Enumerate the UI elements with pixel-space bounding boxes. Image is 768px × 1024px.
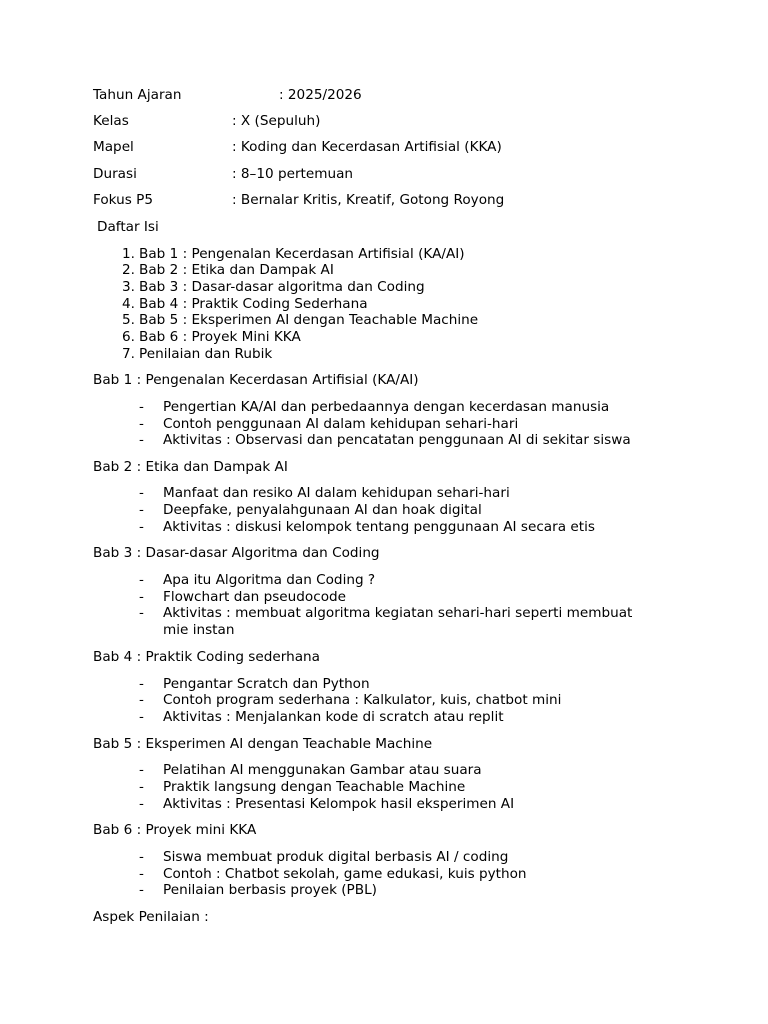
meta-value-kelas: : X (Sepuluh) [232,113,321,129]
toc-item-number: 3. [122,279,135,295]
toc-item-number: 1. [122,246,135,262]
dash-marker: - [139,605,144,621]
chapter-point-continuation: mie instan [163,622,235,638]
dash-marker: - [139,485,144,501]
chapter-point: Pengertian KA/AI dan perbedaannya dengan kecerdasan manusia [163,399,610,415]
toc-item-text: Penilaian dan Rubik [139,346,273,362]
chapter-point: Contoh penggunaan AI dalam kehidupan sehari-hari [163,416,519,432]
dash-marker: - [139,572,144,588]
meta-value-durasi: : 8–10 pertemuan [232,166,354,182]
chapter-point: Contoh : Chatbot sekolah, game edukasi, kuis python [163,866,527,882]
chapter-point: Aktivitas : diskusi kelompok tentang penggunaan AI secara etis [163,519,595,535]
chapter-heading: Bab 2 : Etika dan Dampak AI [93,459,288,475]
toc-item-number: 5. [122,312,135,328]
toc-item-number: 6. [122,329,135,345]
toc-item-text: Bab 1 : Pengenalan Kecerdasan Artifisial (KA/AI) [139,246,465,262]
dash-marker: - [139,762,144,778]
meta-label-fokus-p5: Fokus P5 [93,192,153,208]
chapter-point: Deepfake, penyalahgunaan AI dan hoak digital [163,502,482,518]
toc-item-number: 7. [122,346,135,362]
dash-marker: - [139,866,144,882]
chapter-point: Contoh program sederhana : Kalkulator, kuis, chatbot mini [163,692,562,708]
chapter-heading: Bab 6 : Proyek mini KKA [93,822,257,838]
dash-marker: - [139,849,144,865]
chapter-heading: Bab 4 : Praktik Coding sederhana [93,649,320,665]
dash-marker: - [139,779,144,795]
dash-marker: - [139,692,144,708]
dash-marker: - [139,676,144,692]
chapter-point: Aktivitas : Presentasi Kelompok hasil eksperimen AI [163,796,515,812]
toc-title: Daftar Isi [97,219,159,235]
dash-marker: - [139,709,144,725]
toc-item-text: Bab 5 : Eksperimen AI dengan Teachable Machine [139,312,479,328]
meta-label-mapel: Mapel [93,139,134,155]
chapter-point: Aktivitas : Menjalankan kode di scratch atau replit [163,709,504,725]
dash-marker: - [139,416,144,432]
chapter-heading: Bab 1 : Pengenalan Kecerdasan Artifisial (KA/AI) [93,372,419,388]
assessment-heading: Aspek Penilaian : [93,909,209,925]
meta-label-tahun-ajaran: Tahun Ajaran [93,87,182,103]
chapter-point: Praktik langsung dengan Teachable Machine [163,779,466,795]
meta-value-tahun-ajaran: : 2025/2026 [279,87,362,103]
dash-marker: - [139,882,144,898]
toc-item-text: Bab 3 : Dasar-dasar algoritma dan Coding [139,279,425,295]
chapter-point: Manfaat dan resiko AI dalam kehidupan sehari-hari [163,485,510,501]
chapter-point: Aktivitas : Observasi dan pencatatan penggunaan AI di sekitar siswa [163,432,631,448]
chapter-heading: Bab 3 : Dasar-dasar Algoritma dan Coding [93,545,380,561]
chapter-point: Flowchart dan pseudocode [163,589,347,605]
toc-item-number: 4. [122,296,135,312]
chapter-point: Apa itu Algoritma dan Coding ? [163,572,376,588]
dash-marker: - [139,399,144,415]
chapter-point: Aktivitas : membuat algoritma kegiatan sehari-hari seperti membuat [163,605,633,621]
toc-item-text: Bab 2 : Etika dan Dampak AI [139,262,334,278]
dash-marker: - [139,432,144,448]
dash-marker: - [139,519,144,535]
dash-marker: - [139,589,144,605]
dash-marker: - [139,796,144,812]
chapter-point: Penilaian berbasis proyek (PBL) [163,882,377,898]
chapter-heading: Bab 5 : Eksperimen AI dengan Teachable Machine [93,736,433,752]
meta-value-mapel: : Koding dan Kecerdasan Artifisial (KKA) [232,139,502,155]
dash-marker: - [139,502,144,518]
meta-value-fokus-p5: : Bernalar Kritis, Kreatif, Gotong Royong [232,192,505,208]
chapter-point: Pengantar Scratch dan Python [163,676,370,692]
chapter-point: Pelatihan AI menggunakan Gambar atau suara [163,762,482,778]
meta-label-durasi: Durasi [93,166,137,182]
meta-label-kelas: Kelas [93,113,129,129]
toc-item-text: Bab 4 : Praktik Coding Sederhana [139,296,368,312]
toc-item-number: 2. [122,262,135,278]
chapter-point: Siswa membuat produk digital berbasis AI / coding [163,849,509,865]
toc-item-text: Bab 6 : Proyek Mini KKA [139,329,301,345]
